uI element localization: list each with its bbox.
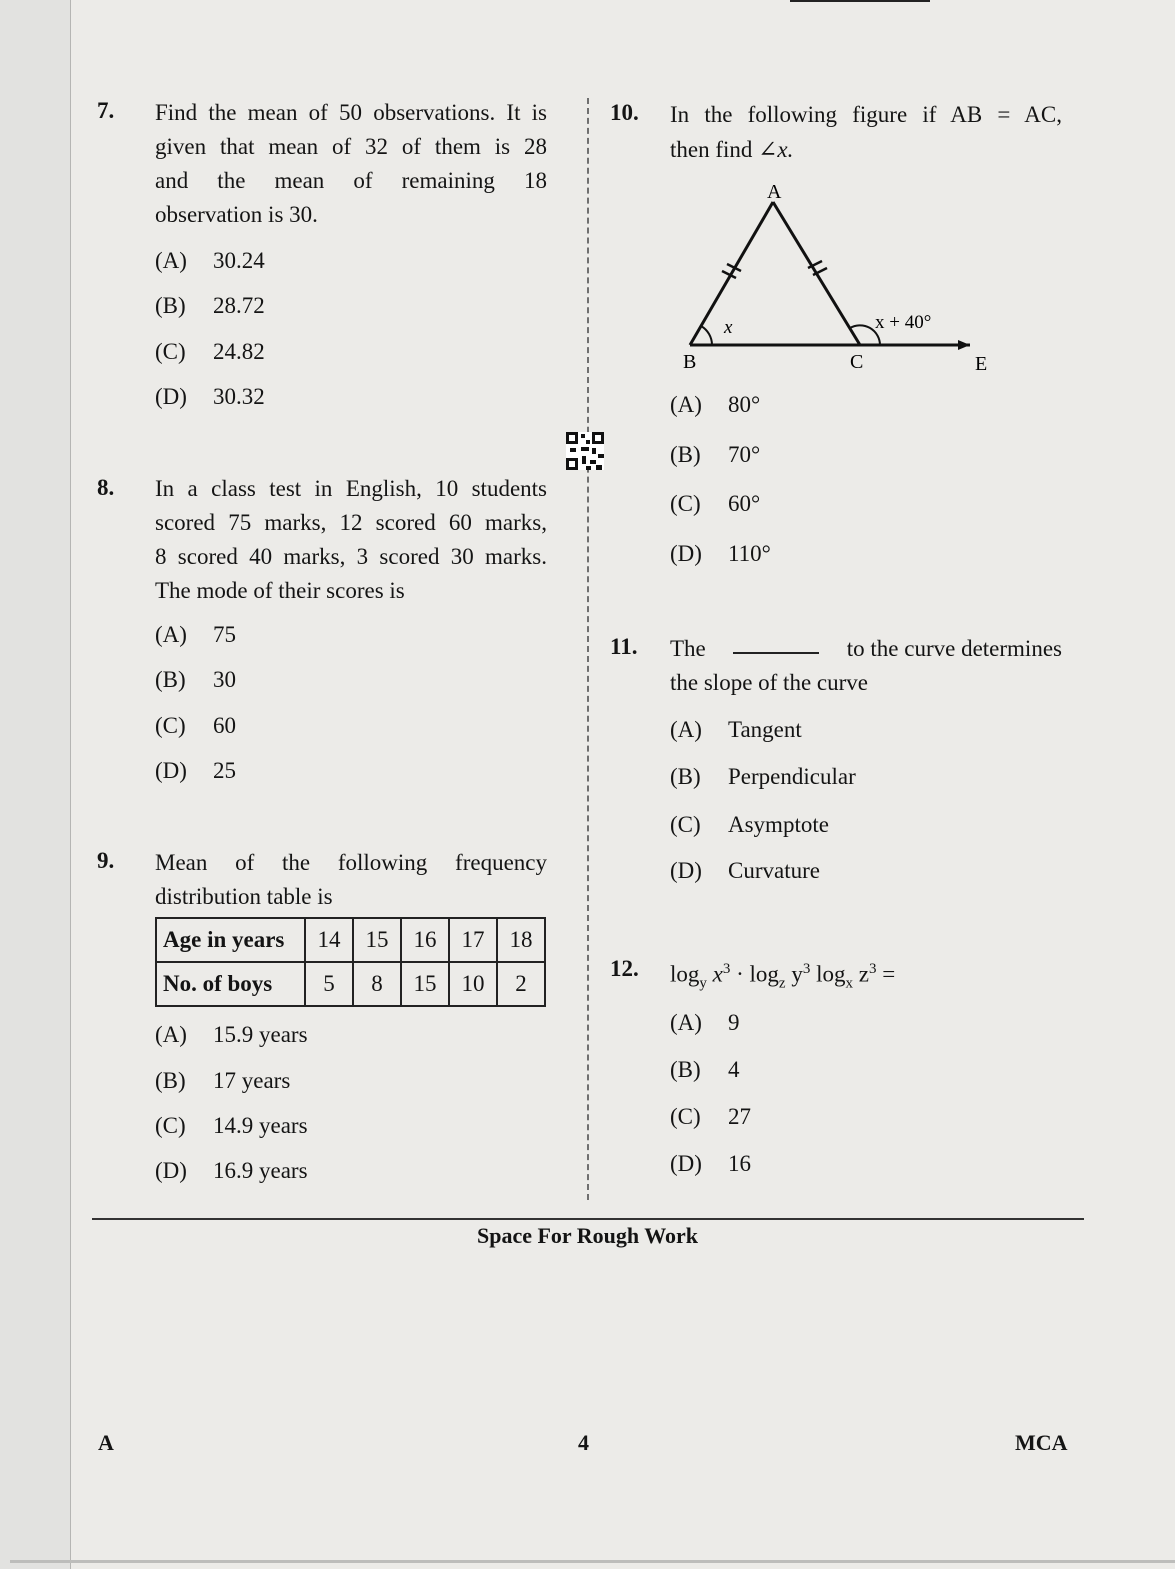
question-7-line-1: Find the mean of 50 observations. It is [155,100,547,125]
table-cell: 8 [353,962,401,1006]
question-10-option-b: (B) 70° [670,442,761,467]
question-8-line-3: 8 scored 40 marks, 3 scored 30 marks. [155,544,547,569]
page-edge [0,0,71,1569]
question-11-number: 11. [610,634,638,659]
isosceles-triangle-figure [670,180,1010,380]
arrow-head-icon [958,340,970,350]
question-12-expression: $\log_y x^3 \cdot \log_z y^3$ $\log_x z^3$ = [670,961,896,992]
question-10-line-1: In the following figure if AB = AC, [670,102,1062,127]
table-row [156,918,545,962]
question-12-number: 12. [610,956,639,981]
footer-series: A [98,1430,114,1455]
angle-ext-label: x + 40° [875,312,932,333]
vertex-a-label: A [767,181,782,203]
question-10-number: 10. [610,100,639,125]
question-10-option-d: (D) 110° [670,541,771,566]
question-9-line-1: Mean of the following frequency [155,850,547,875]
question-8-option-b: (B) 30 [155,667,236,692]
table-cell: 10 [449,962,497,1006]
rough-work-heading: Space For Rough Work [476,1223,699,1248]
question-9-option-a: (A) 15.9 years [155,1022,308,1047]
rough-work-rule [92,1218,1084,1220]
question-8-option-d: (D) 25 [155,758,236,783]
qr-code-icon [566,432,604,470]
table-cell: 15 [401,962,449,1006]
frequency-table [155,917,546,1007]
table-row-header: Age in years [156,918,305,962]
vertex-c-label: C [850,351,864,373]
page-bottom-edge [10,1560,1175,1563]
column-divider [587,98,589,1200]
question-7-option-a: (A) 30.24 [155,248,265,273]
question-11-option-c: (C) Asymptote [670,812,829,837]
question-10-option-a: (A) 80° [670,392,761,417]
question-7-option-d: (D) 30.32 [155,384,265,409]
vertex-b-label: B [683,351,697,373]
table-cell: 2 [497,962,545,1006]
angle-x-arc [701,326,712,345]
question-7-number: 7. [97,98,115,123]
question-8-number: 8. [97,475,115,500]
table-cell: 16 [401,918,449,962]
table-cell: 17 [449,918,497,962]
question-10-option-c: (C) 60° [670,491,761,516]
angle-x-label: x [724,317,733,338]
table-cell: 14 [305,918,353,962]
footer-subject: MCA [1015,1430,1068,1455]
question-12-option-a: (A) 9 [670,1010,740,1035]
question-11-line-1: The to the curve determines [670,632,1062,666]
question-11-option-b: (B) Perpendicular [670,764,856,789]
table-row-header: No. of boys [156,962,305,1006]
question-7-option-b: (B) 28.72 [155,293,265,318]
question-12-option-b: (B) 4 [670,1057,740,1082]
answer-blank [733,632,819,654]
question-7-line-2: given that mean of 32 of them is 28 [155,134,547,159]
question-9-line-2: distribution table is [155,884,333,909]
question-7-option-c: (C) 24.82 [155,339,265,364]
question-9-option-b: (B) 17 years [155,1068,291,1093]
question-7-line-3: and the mean of remaining 18 [155,168,547,193]
top-mark [790,0,930,2]
table-cell: 18 [497,918,545,962]
question-11-option-d: (D) Curvature [670,858,820,883]
question-8-option-a: (A) 75 [155,622,236,647]
question-12-option-d: (D) 16 [670,1151,751,1176]
question-9-option-c: (C) 14.9 years [155,1113,308,1138]
table-cell: 5 [305,962,353,1006]
question-9-option-d: (D) 16.9 years [155,1158,308,1183]
question-11-line-2: the slope of the curve [670,670,868,695]
question-8-line-2: scored 75 marks, 12 scored 60 marks, [155,510,547,535]
table-row [156,962,545,1006]
footer-page-number: 4 [578,1430,589,1455]
question-7-line-4: observation is 30. [155,202,318,227]
question-12-option-c: (C) 27 [670,1104,751,1129]
question-10-line-2: then find ∠x. [670,137,794,162]
question-9-number: 9. [97,848,115,873]
point-e-label: E [975,353,988,375]
table-cell: 15 [353,918,401,962]
question-8-line-1: In a class test in English, 10 students [155,476,547,501]
question-11-option-a: (A) Tangent [670,717,802,742]
question-8-line-4: The mode of their scores is [155,578,405,603]
question-8-option-c: (C) 60 [155,713,236,738]
